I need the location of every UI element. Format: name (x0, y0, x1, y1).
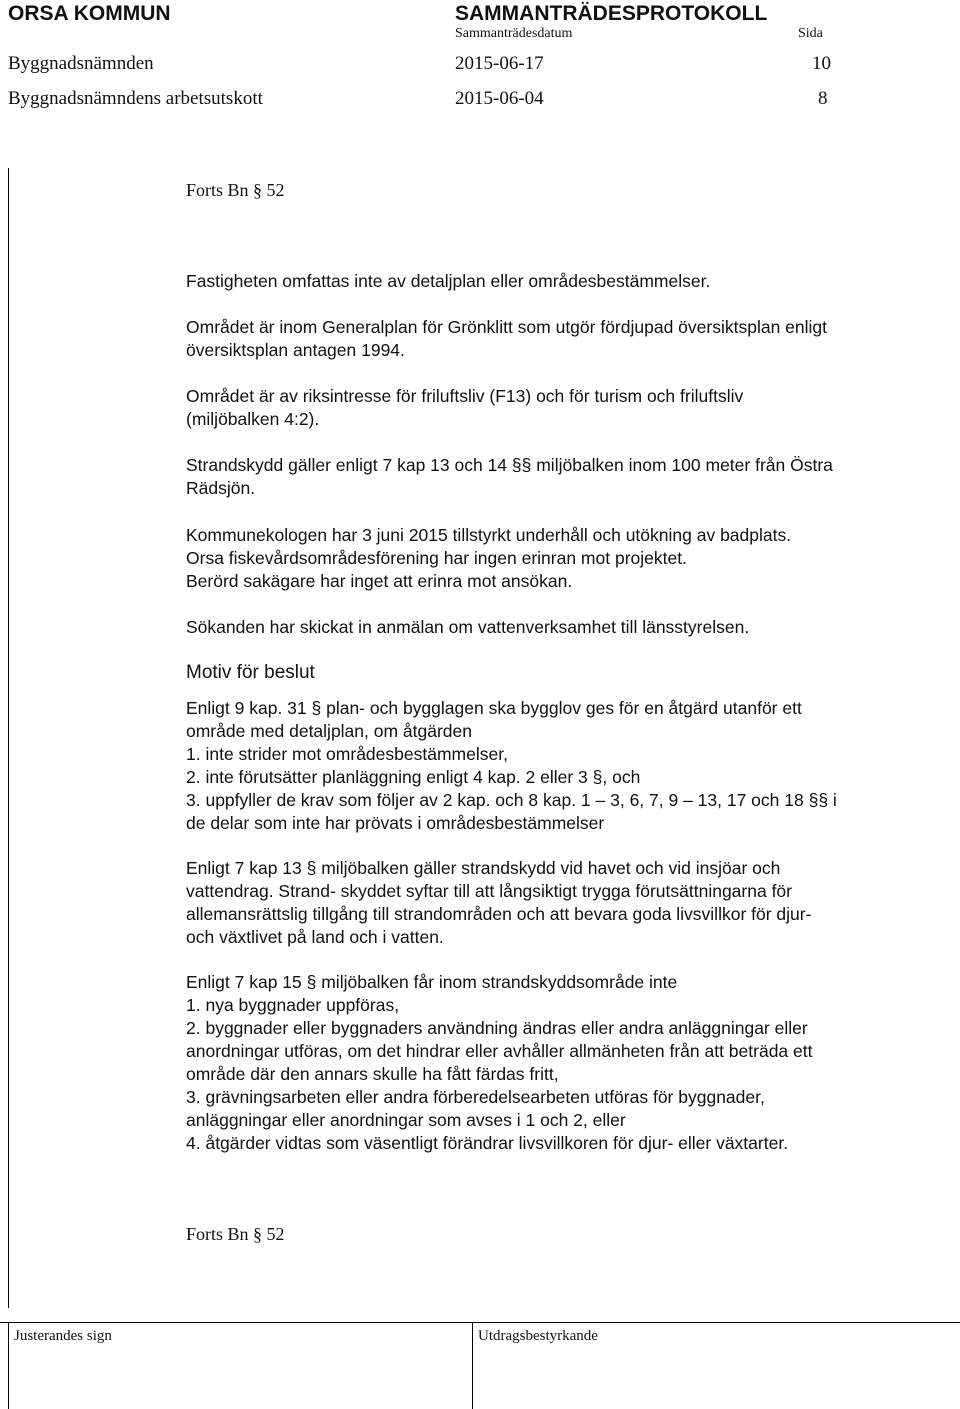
text-line: Enligt 7 kap 15 § miljöbalken får inom strandskyddsområde inte (186, 972, 678, 992)
paragraph-strandskydd (186, 454, 876, 500)
text-line: Strandskydd gäller enligt 7 kap 13 och 14 §§ miljöbalken inom 100 meter från Östra (186, 455, 833, 475)
org-name: ORSA KOMMUN (8, 2, 171, 25)
text-line: område där den annars skulle ha fått färdas fritt, (186, 1064, 559, 1084)
text-line: 1. inte strider mot områdesbestämmelser, (186, 744, 508, 764)
date-label: Sammanträdesdatum (455, 26, 573, 41)
text-line: vattendrag. Strand- skyddet syftar till att långsiktigt trygga förutsättningarna för (186, 881, 792, 901)
page-label: Sida (798, 26, 823, 41)
text-line: översiktsplan antagen 1994. (186, 340, 405, 360)
text-line: och växtlivet på land och i vatten. (186, 927, 444, 947)
paragraph-riksintresse (186, 385, 876, 431)
text-line: anläggningar eller anordningar som avses i 1 och 2, eller (186, 1110, 626, 1130)
paragraph-miljobalken-15 (186, 971, 876, 1155)
text-line: Berörd sakägare har inget att erinra mot ansökan. (186, 571, 573, 591)
paragraph-vattenverksamhet (186, 616, 876, 639)
text-line: 3. uppfyller de krav som följer av 2 kap. och 8 kap. 1 – 3, 6, 7, 9 – 13, 17 och 18 §§ i (186, 790, 837, 810)
text-line: Orsa fiskevårdsområdesförening har ingen erinran mot projektet. (186, 548, 687, 568)
paragraph-detaljplan (186, 270, 876, 293)
footer-divider-middle (472, 1322, 473, 1409)
text-line: (miljöbalken 4:2). (186, 409, 320, 429)
text-line: Området är av riksintresse för friluftsliv (F13) och för turism och friluftsliv (186, 386, 744, 406)
text-line: 3. grävningsarbeten eller andra förberedelsearbeten utföras för byggnader, (186, 1087, 765, 1107)
paragraph-generalplan (186, 316, 876, 362)
text-line: Området är inom Generalplan för Grönklitt som utgör fördjupad översiktsplan enligt (186, 317, 827, 337)
forts-heading: Forts Bn § 52 (186, 180, 285, 200)
text-line: Sökanden har skickat in anmälan om vattenverksamhet till länsstyrelsen. (186, 617, 750, 637)
text-line: allemansrättslig tillgång till strandområden och att bevara goda livsvillkor för djur- (186, 904, 812, 924)
text-line: Enligt 7 kap 13 § miljöbalken gäller strandskydd vid havet och vid insjöar och (186, 858, 781, 878)
page-number: 8 (818, 88, 828, 109)
committee-name: Byggnadsnämndens arbetsutskott (8, 88, 263, 109)
footer-rule (0, 1322, 960, 1323)
text-line: område med detaljplan, om åtgärden (186, 721, 473, 741)
motiv-heading: Motiv för beslut (186, 662, 315, 683)
text-line: Kommunekologen har 3 juni 2015 tillstyrkt underhåll och utökning av badplats. (186, 525, 792, 545)
doc-type: SAMMANTRÄDESPROTOKOLL (455, 2, 768, 25)
paragraph-miljobalken-13 (186, 857, 876, 949)
paragraph-pbl (186, 697, 876, 835)
text-line: 4. åtgärder vidtas som väsentligt förändrar livsvillkoren för djur- eller växtarter. (186, 1133, 789, 1153)
extract-label: Utdragsbestyrkande (478, 1328, 598, 1344)
meeting-date: 2015-06-17 (455, 53, 544, 74)
page-number: 10 (812, 53, 831, 74)
text-line: de delar som inte har prövats i områdesbestämmelser (186, 813, 605, 833)
text-line: 2. inte förutsätter planläggning enligt 4 kap. 2 eller 3 §, och (186, 767, 641, 787)
text-line: Rädsjön. (186, 478, 256, 498)
forts-footer: Forts Bn § 52 (186, 1224, 285, 1244)
meeting-date: 2015-06-04 (455, 88, 544, 109)
text-line: 1. nya byggnader uppföras, (186, 995, 400, 1015)
sign-label: Justerandes sign (14, 1328, 112, 1344)
margin-line (8, 168, 9, 1308)
text-line: anordningar utföras, om det hindrar eller avhåller allmänheten från att beträda ett (186, 1041, 813, 1061)
footer-divider-left (8, 1322, 9, 1409)
paragraph-remisser (186, 524, 876, 593)
text-line: Fastigheten omfattas inte av detaljplan eller områdesbestämmelser. (186, 271, 711, 291)
text-line: Enligt 9 kap. 31 § plan- och bygglagen ska bygglov ges för en åtgärd utanför ett (186, 698, 802, 718)
text-line: 2. byggnader eller byggnaders användning ändras eller andra anläggningar eller (186, 1018, 808, 1038)
committee-name: Byggnadsnämnden (8, 53, 154, 74)
